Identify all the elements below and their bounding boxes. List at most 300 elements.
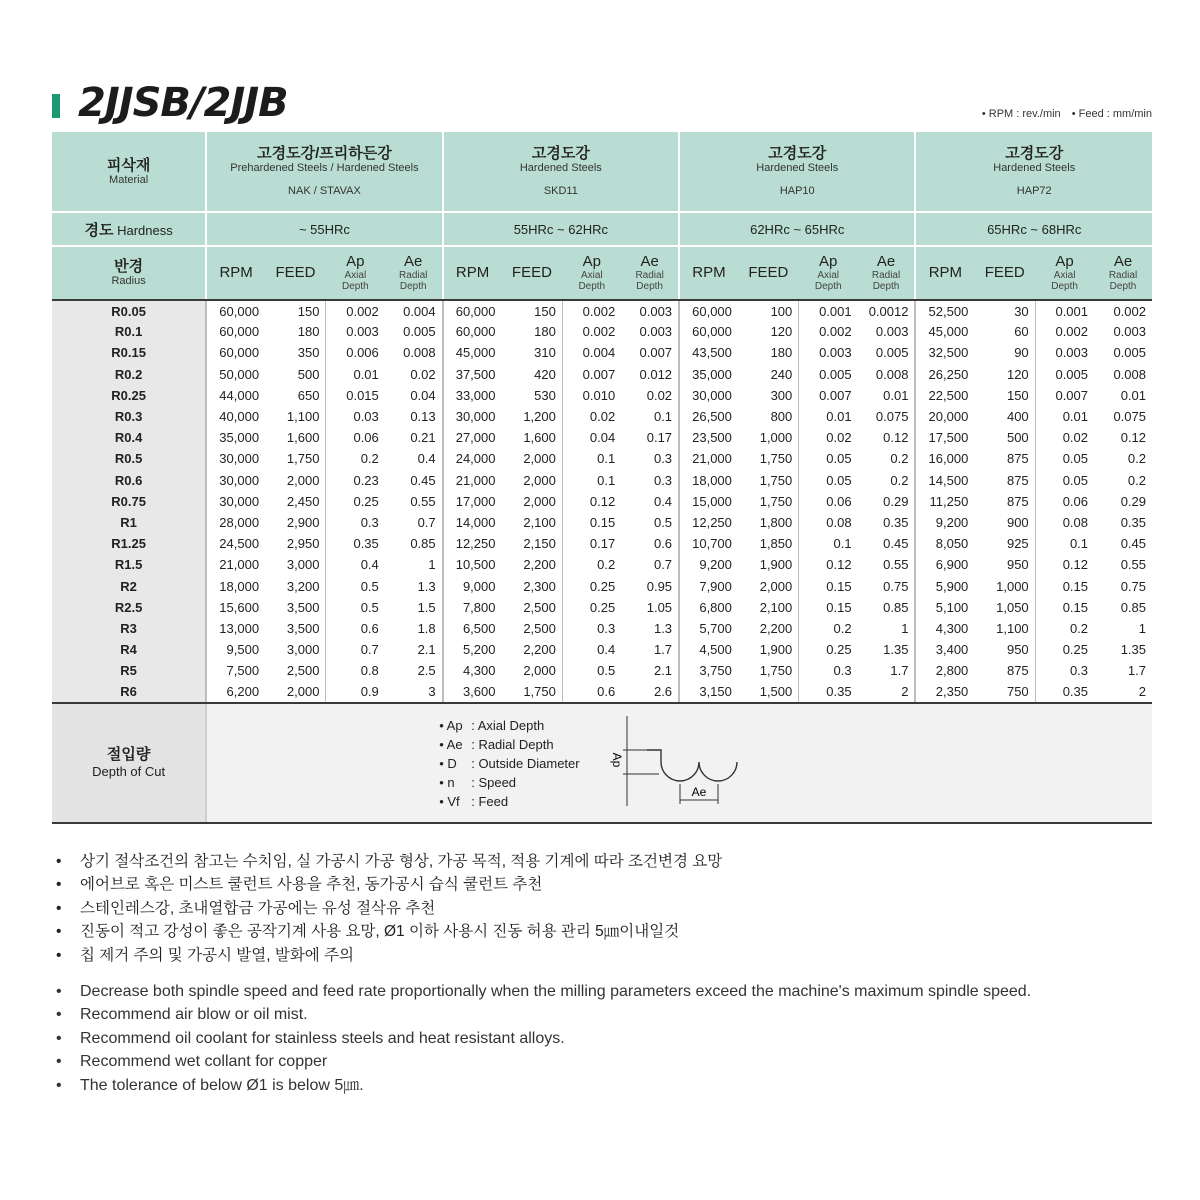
rpm-cell: 35,000 — [206, 427, 265, 448]
ae-cell: 1.3 — [653, 620, 673, 636]
rpm-cell: 6,900 — [915, 554, 974, 575]
ae-cell: 0.21 — [410, 430, 436, 446]
rpm-cell: 30,000 — [206, 448, 265, 469]
hardness-row — [52, 212, 1152, 246]
rpm-cell: 60,000 — [206, 342, 265, 363]
ap-cell: 0.08 — [799, 512, 858, 533]
ae-cell: 0.75 — [1120, 578, 1146, 594]
ap-cell: 0.5 — [326, 575, 385, 596]
feed-cell: 180 — [770, 345, 793, 361]
ap-cell: 0.35 — [1035, 681, 1094, 702]
ae-cell: 0.3 — [653, 451, 673, 467]
ap-cell: 0.1 — [1035, 533, 1094, 554]
feed-cell: 30 — [1014, 303, 1029, 319]
ap-header-text: Depth — [578, 281, 606, 292]
ae-cell: 0.55 — [1120, 557, 1146, 573]
rpm-cell: 14,000 — [443, 512, 502, 533]
depth-of-cut-content — [206, 703, 1152, 823]
rpm-cell: 21,000 — [206, 554, 265, 575]
ap-cell: 0.15 — [1035, 597, 1094, 618]
rpm-cell: 16,000 — [915, 448, 974, 469]
ap-cell: 0.002 — [562, 300, 621, 321]
rpm-cell: 5,700 — [679, 618, 738, 639]
table-row — [52, 448, 1152, 469]
ae-cell: 0.29 — [883, 493, 909, 509]
ae-cell: 0.2 — [890, 472, 909, 488]
table-row — [52, 427, 1152, 448]
rpm-cell: 52,500 — [915, 300, 974, 321]
ap-cell: 0.15 — [799, 575, 858, 596]
ap-cell: 0.005 — [1035, 364, 1094, 385]
feed-cell: 2,000 — [523, 451, 556, 467]
rpm-cell: 35,000 — [679, 364, 738, 385]
ae-cell: 0.2 — [1127, 472, 1146, 488]
rpm-cell: 3,750 — [679, 660, 738, 681]
ae-cell: 2 — [1094, 681, 1152, 702]
feed-cell: 2,000 — [523, 472, 556, 488]
ap-cell: 0.5 — [326, 597, 385, 618]
ap-cell: 0.35 — [799, 681, 858, 702]
ae-cell: 0.12 — [883, 430, 909, 446]
ae-header-text: Ae — [404, 253, 423, 270]
ae-cell: 0.012 — [639, 366, 673, 382]
feed-cell: 1,050 — [996, 599, 1029, 615]
feed-cell: 2,900 — [286, 514, 320, 530]
feed-cell: 1,900 — [759, 557, 793, 573]
cutting-conditions-table — [52, 132, 1152, 824]
ae-header-text: Radial — [871, 270, 901, 281]
rpm-cell: 9,200 — [915, 512, 974, 533]
feed-cell: 2,150 — [523, 536, 556, 552]
ap-cell: 0.010 — [562, 385, 621, 406]
hardness-value: 55HRc ~ 62HRc — [443, 212, 679, 246]
ae-cell: 0.35 — [1120, 514, 1146, 530]
rpm-cell: 24,000 — [443, 448, 502, 469]
feed-cell: 1,100 — [286, 409, 320, 425]
radius-cell: R3 — [52, 618, 206, 639]
table-row — [52, 639, 1152, 660]
material-row — [52, 132, 1152, 212]
feed-cell: 750 — [974, 681, 1035, 702]
ae-cell: 0.002 — [1113, 303, 1146, 319]
rpm-cell: 17,500 — [915, 427, 974, 448]
feed-cell: 400 — [1006, 409, 1029, 425]
units-rpm: • RPM : rev./min — [981, 108, 1061, 120]
feed-header — [501, 246, 562, 300]
rpm-header-text: RPM — [455, 264, 490, 281]
table-row — [52, 470, 1152, 491]
ap-cell: 0.15 — [1035, 575, 1094, 596]
ae-header-text: Depth — [399, 281, 427, 292]
rpm-cell: 40,000 — [206, 406, 265, 427]
rpm-cell: 60,000 — [443, 300, 502, 321]
ae-cell: 0.45 — [410, 472, 436, 488]
ae-cell: 2.1 — [417, 642, 436, 658]
ap-cell: 0.002 — [799, 321, 858, 342]
ae-cell: 1.35 — [1120, 642, 1146, 658]
table-row — [52, 364, 1152, 385]
radius-cell: R0.25 — [52, 385, 206, 406]
feed-header — [265, 246, 326, 300]
note-item-ko: • 칩 제거 주의 및 가공시 발열, 발화에 주의 — [56, 944, 1156, 967]
ap-cell: 0.004 — [562, 342, 621, 363]
ap-cell: 0.002 — [1035, 321, 1094, 342]
radius-cell: R4 — [52, 639, 206, 660]
rpm-cell: 10,700 — [679, 533, 738, 554]
ae-cell: 0.01 — [1120, 387, 1146, 403]
feed-cell: 150 — [297, 303, 320, 319]
title-area — [52, 80, 1152, 126]
ap-cell: 0.02 — [799, 427, 858, 448]
ap-header-text: Depth — [814, 281, 842, 292]
ae-cell: 0.75 — [883, 578, 909, 594]
ap-cell: 0.003 — [326, 321, 385, 342]
rpm-cell: 9,500 — [206, 639, 265, 660]
table-row — [52, 533, 1152, 554]
rpm-cell: 3,600 — [443, 681, 502, 702]
ae-header-text: Radial — [635, 270, 664, 281]
rpm-cell: 30,000 — [443, 406, 502, 427]
feed-cell: 420 — [534, 366, 556, 382]
feed-cell: 925 — [1006, 536, 1029, 552]
radius-cell: R0.4 — [52, 427, 206, 448]
rpm-cell: 3,150 — [679, 681, 738, 702]
rpm-cell: 50,000 — [206, 364, 265, 385]
ae-cell: 0.12 — [1120, 430, 1146, 446]
feed-cell: 300 — [770, 387, 793, 403]
feed-header — [974, 246, 1035, 300]
ap-cell: 0.9 — [326, 681, 385, 702]
rpm-cell: 15,000 — [679, 491, 738, 512]
rpm-cell: 32,500 — [915, 342, 974, 363]
ap-header-text: Depth — [1051, 281, 1078, 292]
ae-cell: 1.8 — [417, 620, 436, 636]
rpm-cell: 18,000 — [206, 575, 265, 596]
table-row — [52, 554, 1152, 575]
rpm-cell: 2,350 — [915, 681, 974, 702]
ae-header-text: Ae — [640, 253, 659, 270]
feed-cell: 2,450 — [286, 493, 320, 509]
rpm-cell: 6,500 — [443, 618, 502, 639]
ae-cell: 0.005 — [1113, 345, 1146, 361]
ap-cell: 0.05 — [799, 470, 858, 491]
hardness-value: ~ 55HRc — [206, 212, 442, 246]
hardness-label-ko: 경도 — [84, 221, 114, 239]
ae-cell: 1.7 — [653, 642, 673, 658]
rpm-cell: 8,050 — [915, 533, 974, 554]
ap-header — [562, 246, 621, 300]
feed-cell: 1,200 — [523, 409, 556, 425]
ae-cell: 0.005 — [403, 324, 436, 340]
rpm-cell: 12,250 — [679, 512, 738, 533]
feed-cell: 2,000 — [286, 472, 320, 488]
ap-cell: 0.4 — [326, 554, 385, 575]
radius-label-ko: 반경 — [114, 258, 144, 275]
ae-cell: 0.85 — [410, 536, 436, 552]
feed-cell: 2,200 — [523, 642, 556, 658]
feed-cell: 1,750 — [759, 493, 793, 509]
ae-cell: 0.008 — [403, 345, 436, 361]
ap-cell: 0.3 — [1035, 660, 1094, 681]
feed-cell: 2,500 — [523, 599, 556, 615]
ae-cell: 3 — [385, 681, 443, 702]
feed-cell: 1,750 — [759, 451, 793, 467]
feed-cell: 100 — [770, 303, 793, 319]
ap-cell: 0.8 — [326, 660, 385, 681]
ap-header-text: Ap — [1055, 253, 1074, 270]
feed-cell: 500 — [297, 366, 320, 382]
feed-cell: 875 — [1006, 472, 1029, 488]
ae-cell: 0.55 — [410, 493, 436, 509]
ap-header — [1035, 246, 1094, 300]
ap-cell: 0.05 — [1035, 448, 1094, 469]
ap-cell: 0.01 — [1035, 406, 1094, 427]
radius-cell: R5 — [52, 660, 206, 681]
ap-cell: 0.12 — [799, 554, 858, 575]
ap-cell: 0.01 — [799, 406, 858, 427]
feed-cell: 2,200 — [759, 620, 793, 636]
ae-cell: 0.4 — [653, 493, 673, 509]
ap-header-text: Depth — [342, 281, 369, 292]
rpm-cell: 28,000 — [206, 512, 265, 533]
legend-item — [439, 773, 579, 792]
radius-cell: R0.5 — [52, 448, 206, 469]
ae-cell: 1 — [1138, 620, 1146, 636]
legend-item — [439, 792, 579, 811]
ap-cell: 0.25 — [1035, 639, 1094, 660]
rpm-cell: 6,800 — [679, 597, 738, 618]
ap-cell: 0.25 — [326, 491, 385, 512]
ap-header-text: Ap — [582, 253, 601, 270]
ap-cell: 0.15 — [799, 597, 858, 618]
feed-header-text: FEED — [275, 264, 316, 281]
ap-cell: 0.06 — [1035, 491, 1094, 512]
depth-legend — [439, 716, 579, 812]
rpm-cell: 22,500 — [915, 385, 974, 406]
rpm-cell: 9,200 — [679, 554, 738, 575]
ae-cell: 0.3 — [653, 472, 673, 488]
radius-cell: R0.15 — [52, 342, 206, 363]
ae-cell: 1.05 — [646, 599, 673, 615]
rpm-cell: 13,000 — [206, 618, 265, 639]
legend-key: • Ae — [439, 736, 463, 752]
ap-header — [326, 246, 385, 300]
rpm-header-text: RPM — [219, 264, 253, 281]
rpm-cell: 44,000 — [206, 385, 265, 406]
rpm-cell: 45,000 — [915, 321, 974, 342]
ae-header-text: Depth — [636, 281, 663, 292]
feed-cell: 1,500 — [738, 681, 799, 702]
feed-cell: 1,800 — [759, 514, 793, 530]
ae-cell: 2.5 — [417, 663, 436, 679]
ap-cell: 0.3 — [562, 618, 621, 639]
ap-cell: 0.5 — [562, 660, 621, 681]
rpm-cell: 11,250 — [915, 491, 974, 512]
ae-cell: 0.55 — [883, 557, 909, 573]
feed-cell: 1,600 — [286, 430, 320, 446]
rpm-cell: 7,800 — [443, 597, 502, 618]
legend-key: • Ap — [439, 717, 463, 733]
radius-cell: R6 — [52, 681, 206, 702]
ap-cell: 0.1 — [562, 470, 621, 491]
ap-cell: 0.08 — [1035, 512, 1094, 533]
ap-cell: 0.002 — [326, 300, 385, 321]
feed-cell: 310 — [534, 345, 556, 361]
feed-cell: 1,750 — [759, 472, 793, 488]
ae-cell: 0.007 — [639, 345, 673, 361]
rpm-cell: 3,400 — [915, 639, 974, 660]
feed-cell: 1,750 — [286, 451, 320, 467]
ae-cell: 2 — [858, 681, 916, 702]
rpm-header — [206, 246, 265, 300]
note-item-ko: • 상기 절삭조건의 참고는 수치임, 실 가공시 가공 형상, 가공 목적, 적용 기계에 따라 조건변경 요망 — [56, 850, 1156, 873]
ae-cell: 0.008 — [875, 366, 909, 382]
table-row — [52, 618, 1152, 639]
group-name-ko: 고경도강 — [531, 145, 590, 162]
feed-cell: 3,200 — [286, 578, 320, 594]
rpm-cell: 23,500 — [679, 427, 738, 448]
ap-cell: 0.03 — [326, 406, 385, 427]
ap-cell: 0.6 — [562, 681, 621, 702]
feed-cell: 2,100 — [523, 514, 556, 530]
depth-of-cut-label-cell — [52, 703, 206, 823]
ae-cell: 0.003 — [639, 303, 673, 319]
feed-header-text: FEED — [984, 264, 1025, 281]
radius-cell: R0.6 — [52, 470, 206, 491]
group-name-ko: 고경도강 — [1005, 145, 1064, 162]
table-row — [52, 406, 1152, 427]
note-item-ko: • 스테인레스강, 초내열합금 가공에는 유성 절삭유 추천 — [56, 897, 1156, 920]
rpm-cell: 30,000 — [679, 385, 738, 406]
group-name-en: Prehardened Steels / Hardened Steels — [230, 162, 419, 174]
rpm-cell: 21,000 — [443, 470, 502, 491]
material-group-3 — [679, 132, 915, 212]
ap-cell: 0.15 — [562, 512, 621, 533]
note-item-en: • Decrease both spindle speed and feed rate proportionally when the milling parameters exceed the machine's maximum spindle speed. — [56, 980, 1156, 1003]
rpm-cell: 10,500 — [443, 554, 502, 575]
hardness-label-en: Hardness — [117, 222, 173, 238]
feed-cell: 180 — [297, 324, 320, 340]
ae-cell: 0.04 — [410, 387, 436, 403]
legend-key: • n — [439, 775, 455, 791]
rpm-cell: 30,000 — [206, 470, 265, 491]
feed-cell: 900 — [1006, 514, 1029, 530]
ae-cell: 0.85 — [883, 599, 909, 615]
ae-header-text: Ae — [876, 253, 896, 270]
note-item-ko: • 에어브로 혹은 미스트 쿨런트 사용을 추천, 동가공시 습식 쿨런트 추천 — [56, 873, 1156, 896]
depth-of-cut-diagram — [610, 714, 755, 814]
ae-cell: 0.85 — [1120, 599, 1146, 615]
units-feed: • Feed : mm/min — [1071, 108, 1152, 120]
ap-cell: 0.25 — [799, 639, 858, 660]
ap-cell: 0.006 — [326, 342, 385, 363]
rpm-cell: 26,500 — [679, 406, 738, 427]
legend-key: • Vf — [439, 794, 460, 810]
radius-cell: R2.5 — [52, 597, 206, 618]
feed-cell: 2,000 — [759, 578, 793, 594]
radius-cell: R1.25 — [52, 533, 206, 554]
ap-cell: 0.2 — [799, 618, 858, 639]
ap-cell: 0.02 — [1035, 427, 1094, 448]
ae-header-text: Radial — [1108, 270, 1138, 281]
material-group-4 — [915, 132, 1152, 212]
legend-value: : Speed — [471, 775, 517, 791]
workpiece-step — [647, 750, 661, 762]
rpm-cell: 7,900 — [679, 575, 738, 596]
ae-cell: 0.008 — [1113, 366, 1146, 382]
legend-value: : Radial Depth — [471, 736, 554, 752]
ap-cell: 0.06 — [326, 427, 385, 448]
ae-cell: 0.0012 — [868, 303, 909, 319]
ap-header-text: Ap — [819, 253, 838, 270]
ap-cell: 0.05 — [799, 448, 858, 469]
table-row — [52, 681, 1152, 702]
note-item-en: • Recommend wet collant for copper — [56, 1050, 1156, 1073]
rpm-cell: 21,000 — [679, 448, 738, 469]
rpm-header — [443, 246, 502, 300]
radius-cell: R0.3 — [52, 406, 206, 427]
feed-cell: 1,600 — [523, 430, 556, 446]
units-note — [974, 108, 1152, 120]
radius-cell: R0.75 — [52, 491, 206, 512]
rpm-cell: 7,500 — [206, 660, 265, 681]
ap-cell: 0.007 — [1035, 385, 1094, 406]
rpm-cell: 4,500 — [679, 639, 738, 660]
ae-header — [858, 246, 916, 300]
table-row — [52, 385, 1152, 406]
group-name-en: Hardened Steels — [756, 162, 839, 174]
ae-cell: 1 — [428, 557, 436, 573]
feed-cell: 2,000 — [523, 493, 556, 509]
group-code: NAK / STAVAX — [288, 185, 361, 197]
rpm-cell: 60,000 — [206, 300, 265, 321]
group-code: HAP10 — [779, 185, 815, 197]
ap-cell: 0.17 — [562, 533, 621, 554]
rpm-cell: 4,300 — [915, 618, 974, 639]
feed-cell: 1,000 — [996, 578, 1029, 594]
feed-cell: 2,000 — [523, 663, 556, 679]
ae-cell: 0.4 — [417, 451, 436, 467]
notes-english — [56, 980, 1156, 1097]
rpm-cell: 5,100 — [915, 597, 974, 618]
hardness-label-cell — [52, 212, 206, 246]
feed-cell: 1,750 — [759, 663, 793, 679]
legend-item — [439, 716, 579, 735]
table-row — [52, 491, 1152, 512]
radius-cell: R0.2 — [52, 364, 206, 385]
ae-cell: 1.5 — [417, 599, 436, 615]
depth-of-cut-label-ko: 절입량 — [106, 745, 151, 763]
ae-cell: 1.35 — [883, 642, 909, 658]
ae-header — [385, 246, 443, 300]
ap-cell: 0.2 — [326, 448, 385, 469]
rpm-cell: 60,000 — [679, 300, 738, 321]
group-code: HAP72 — [1016, 185, 1052, 197]
feed-cell: 800 — [770, 409, 793, 425]
material-label-en: Material — [109, 173, 149, 186]
ap-cell: 0.001 — [799, 300, 858, 321]
radius-cell: R0.1 — [52, 321, 206, 342]
ap-cell: 0.3 — [326, 512, 385, 533]
feed-cell: 2,950 — [286, 536, 320, 552]
hardness-value: 62HRc ~ 65HRc — [679, 212, 915, 246]
feed-cell: 2,500 — [523, 620, 556, 636]
material-label-cell — [52, 132, 206, 212]
ap-cell: 0.2 — [562, 554, 621, 575]
rpm-header-text: RPM — [692, 264, 726, 281]
feed-cell: 2,300 — [523, 578, 556, 594]
ae-header — [1094, 246, 1152, 300]
